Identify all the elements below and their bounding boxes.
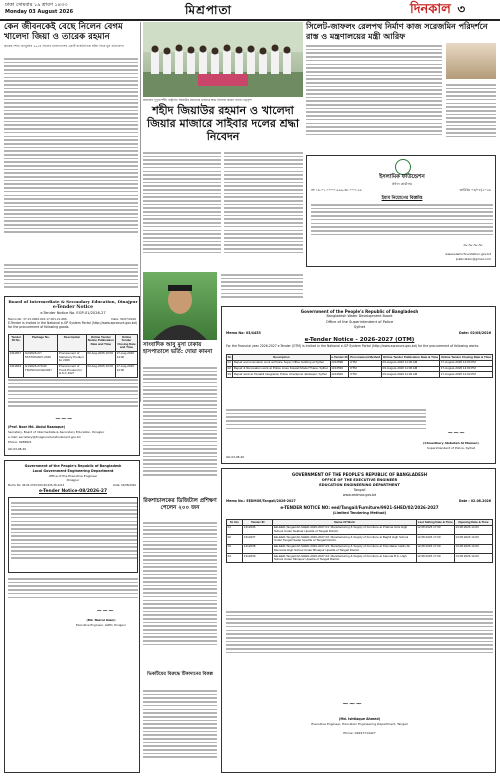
photo-caption: মঙ্গলবার দুপুরে শহীদ রাষ্ট্রপতি জিয়াউর রহমানের মাজারে শ্রদ্ধা নিবেদন করেন দলের নেতৃবৃন্দ	[143, 98, 252, 102]
lged-office: Office of the Executive Engineer	[48, 474, 98, 478]
lged-signatory: (Md. Nazrul Islam)	[86, 618, 116, 622]
sp-org: Bangladesh Water Development Board	[326, 314, 393, 318]
table-row	[227, 535, 493, 544]
obituary-headline: সাংবাদিক আবু মুসা ঢাকায় হাসপাতালে ভর্তি: দোয়া কামনা	[143, 342, 213, 355]
sp-city: Sylhet	[353, 325, 366, 329]
center-col-body-a	[143, 150, 221, 270]
eed-cell: EE-EED-Tangail-02-SHED-2026-2027-02: Manufacturing & Supply of Furniture at Baghil High School Under Tangail Sadar Upazila of Tangail District.	[273, 535, 416, 544]
board-th-publish: Online Tender Notice Publication Date and Time	[86, 335, 115, 352]
lged-district: Dinajpur	[66, 478, 80, 482]
board-th-close: Online Tender Closing Date and Time	[117, 334, 136, 350]
sp-table	[226, 354, 493, 378]
skills-body	[143, 520, 217, 670]
sp-cell: 03-August-2026 11:00 AM	[382, 360, 440, 366]
left-story-lede: কাকের দর্শন। জানুয়ারি ২০২৪ সালের বাংলাদেশের একটি রাজনৈতিক ঘটনা নিয়ে মূল প্রতিবেদন	[4, 44, 124, 48]
sp-cell: 17-August-2026 14:00 PM	[440, 366, 493, 372]
sp-cell: Repair & Renovation work at Police Lines Kotwali Model Thana, Sylhet	[233, 366, 331, 372]
sp-cell: OTM	[349, 366, 382, 372]
sp-cell: Repair work at Tamabil Integration Police Checkpost Jaintiapur, Sylhet	[233, 372, 331, 378]
masthead	[0, 0, 500, 20]
islamic-date: তারিখঃ ০৩/০৮/২০২৬	[459, 188, 491, 192]
notice-islamic-foundation	[306, 155, 496, 267]
eed-th-work: Name Of Work	[273, 520, 416, 526]
sp-cell: 1314599	[330, 366, 349, 372]
table-row	[227, 553, 493, 562]
sp-body	[226, 407, 426, 437]
eed-cell: 1312639	[243, 553, 273, 562]
eed-cell: 12.08.2026 17:00	[416, 535, 454, 544]
islamic-title: ইসলামিক ফাউন্ডেশন	[379, 174, 425, 180]
eed-cell: 1312636	[243, 525, 273, 534]
date-line-bn: ঢাকা সোমবার ১৯ শ্রাবণ ১৪৩৩	[5, 2, 68, 8]
obituary-body	[143, 365, 217, 495]
board-memo: Memo No: 37.15.0000.001.17.001.21.666	[8, 317, 67, 321]
islamic-body	[311, 202, 493, 242]
lged-table-lines	[11, 500, 137, 572]
sp-date: Date: 02/08/2026	[459, 331, 491, 335]
paper-name-logo	[410, 0, 465, 21]
table-row	[227, 544, 493, 553]
sp-cell: 1314598	[330, 360, 349, 366]
eed-cell: 13.08.2026 14:00	[454, 525, 492, 534]
islamic-subtitle: প্রধান কার্যালয়	[391, 182, 413, 186]
sp-signature-mark: ~~~	[447, 429, 465, 437]
portrait-icon	[143, 272, 217, 340]
skills-body-2	[143, 688, 217, 773]
board-cell: Procurement of Trunk Product for H.S.C 2027	[58, 364, 86, 377]
sp-title: e-Tender Notice - 2026-2027 (OTM)	[304, 337, 415, 343]
eed-cell: 12.08.2026 17:00	[416, 553, 454, 562]
sp-th-method: Procurement Method	[350, 354, 381, 359]
eed-cell: 1312637	[243, 535, 273, 544]
islamic-contact: publication@gmail.com	[455, 257, 491, 261]
section-title: মিশ্রপাতা	[185, 3, 232, 17]
table-row	[9, 351, 138, 364]
lged-org: Local Government Engineering Department	[32, 469, 114, 473]
eed-th-last: Last Selling Date & Time	[417, 519, 453, 524]
eed-cell: 12.08.2026 17:00	[416, 525, 454, 534]
eed-th-id: Tender ID	[243, 520, 273, 526]
islamic-signature: ~~~~	[462, 242, 483, 249]
islamic-website: www.islamicfoundation.gov.bd	[445, 252, 491, 256]
board-designation: Secretary, Board of Intermediate & Secondary Education, Dinajpur	[8, 430, 105, 434]
board-cell: 17-Aug-2026 14:00	[115, 351, 137, 364]
eed-cell: 13.08.2026 14:00	[454, 544, 492, 553]
eed-designation: Executive Engineer, Education Engineering Department, Tangail	[311, 722, 408, 726]
sp-th-id: e-Tender ID	[331, 354, 348, 359]
eed-cell: 1312638	[243, 544, 273, 553]
board-cell: 1311843	[9, 364, 24, 377]
eed-cell: EE-EED-Tangail-02-SHED-2026-2027-04: Manufacturing & Supply of Furniture at Kamuta B.K. High School Under Mirzapur Upazila of Tangail District.	[273, 553, 416, 562]
sp-cell: 1314600	[330, 372, 349, 378]
sp-memo: Memo No: 03/4453	[226, 331, 261, 335]
sp-cell: 03-August-2026 11:00 AM	[382, 372, 440, 378]
sp-cell: OTM	[349, 372, 382, 378]
board-ga-code: GD-03-08-26	[8, 447, 27, 451]
sp-ga-code: GD-03-08-26	[226, 455, 245, 459]
left-mid-body	[4, 262, 138, 294]
table-row	[227, 525, 493, 534]
board-body	[8, 377, 138, 415]
table-row	[9, 364, 138, 377]
sp-cell: 02	[227, 366, 231, 371]
board-th-package: Package No.	[24, 335, 58, 352]
eed-table	[226, 519, 493, 563]
skills-headline: রিকশাচালকের ডিজিটাল প্রশিক্ষণ পেলেন ২০০ জন	[143, 498, 217, 511]
minister-photo	[446, 43, 496, 79]
sp-th-desc: Description	[233, 355, 331, 361]
portrait-photo	[143, 272, 217, 340]
board-date: Date: 30/07/2026	[111, 317, 136, 321]
eed-body	[226, 609, 493, 669]
center-headline: শহীদ জিয়াউর রহমান ও খালেদা জিয়ার মাজারে সাইবার দলের শ্রদ্ধা নিবেদন	[146, 104, 300, 143]
eed-signature-mark: ~~~	[342, 699, 363, 708]
eed-memo: Memo No.: EEDMOE/Tangail/2026-2027	[226, 499, 296, 503]
left-story-headline: কেন জীবনকেই বেছে নিলেন বেগম খালেদা জিয়া ও তারেক রহমান	[4, 22, 123, 42]
board-title: e-Tender Notice	[52, 305, 94, 310]
sp-cell: 03-August-2026 11:00 AM	[382, 366, 440, 372]
sp-cell: Repair and renovation work at Police Super Office building at Sylhet	[233, 360, 331, 366]
board-table	[8, 334, 138, 378]
eed-website: www.eedmoe.gov.bd	[342, 493, 377, 497]
left-story-body	[4, 56, 138, 256]
board-cell: 17-Aug-2026 14:00	[115, 364, 137, 377]
page-number: ৩	[457, 2, 466, 16]
board-cell: 1311817	[9, 351, 24, 364]
eed-gov: GOVERNMENT OF THE PEOPLE'S REPUBLIC OF BANGLADESH	[291, 472, 428, 477]
board-cell: G2/2026-27/ STATIONARY-2026	[24, 351, 58, 364]
notice-eed-tangail	[221, 468, 496, 773]
date-line: Monday 03 August 2026	[5, 9, 74, 15]
eed-cell: 02	[227, 535, 243, 544]
table-row	[227, 372, 493, 378]
eed-cell: 12.08.2026 17:00	[416, 544, 454, 553]
sp-cell: 01	[227, 360, 231, 365]
board-cell: G1/2026-27/GD/ TRUNK/ACCE/2027	[24, 364, 58, 377]
board-org: Board of Intermediate & Secondary Education, Dinajpur	[8, 299, 138, 304]
lged-signature-mark: ~~~	[96, 607, 114, 615]
sp-cell: 17-August-2026 14:00 PM	[440, 360, 493, 366]
top-right-body	[306, 43, 442, 148]
eed-signatory: (Md. Ishtiaque Ahmed)	[338, 717, 381, 721]
board-cell: Procurement of Stationary Product for 2026	[58, 351, 86, 364]
board-phone: Phone: 0288821	[8, 440, 32, 444]
eed-th-open: Opening Date & Time	[454, 520, 492, 526]
masthead-rule	[0, 19, 500, 21]
skills-subhead: ভিকটিমের বিরুদ্ধে টিকাদানের বিকল্প	[147, 672, 213, 677]
eed-dept: EDUCATION ENGINEERING DEPARTMENT	[319, 483, 400, 487]
eed-cell: EE-EED-Tangail-02-SHED-2026-2027-03: Manufacturing & Supply of Furniture at Khondaker Halim Ali Memorial High School Under Bhuapur Upazila of Tangail District.	[273, 544, 416, 553]
sp-designation: Superintendent of Police, Sylhet	[426, 446, 476, 450]
board-th-id: Tender ID No.	[9, 335, 24, 352]
lged-memo: Memo No: 46.02.2700.000.99.045.26-2213	[8, 484, 65, 487]
sp-gov: Government of the People's Republic of Bangladesh	[300, 309, 419, 314]
middle-col-body	[221, 272, 303, 304]
board-signatory: (Prof. Noor Md. Abdul Razzaque)	[8, 425, 66, 429]
board-th-desc: Description	[58, 335, 86, 352]
board-cell: 03-Aug-2026 10:00	[86, 351, 115, 364]
eed-cell: 01	[227, 525, 243, 534]
column-rule-1	[140, 22, 141, 402]
board-email: e-mail: secretary@dinajpureducationboard.gov.bd	[8, 435, 81, 439]
lged-table-grid	[8, 497, 138, 573]
islamic-heading: ইমাম নিয়োগের বিজ্ঞপ্তি	[381, 196, 423, 201]
eed-method: (Limited Tendering Method)	[332, 511, 387, 515]
eed-title: e-TENDER NOTICE NO: eed/Tangail/Furniture/9921-SHED/02/2026-2027	[280, 505, 439, 510]
sp-cell: OTM	[349, 360, 382, 366]
board-intro: E-Tender is invited in the National e-GP System Portal (http://www.eprocure.gov.bd) for the procurement of following goods.	[8, 321, 137, 329]
eed-cell: 03	[227, 544, 243, 553]
notice-sp-sylhet	[221, 306, 496, 464]
sp-office: Office of the Superintendent of Police	[325, 320, 394, 324]
crowd-illustration	[143, 22, 303, 97]
left-story	[4, 22, 138, 260]
board-cell: 03-Aug-2026 10:00	[86, 364, 115, 377]
sp-th-pub: Online Tender Publication Date & Time	[383, 354, 439, 359]
board-table-header	[9, 335, 138, 352]
eed-district: Tangail	[353, 488, 366, 492]
lged-gov: Government of the People's Republic of Bangladesh	[24, 464, 122, 468]
lged-designation: Executive Engineer, LGED, Dinajpur	[75, 623, 127, 627]
news-photo-mazar	[143, 22, 303, 97]
top-right-headline: সিলেট-জাফলং রেলপথ নির্মাণ কাজ সরেজমিন পরিদর্শনে রাস্ত ও মন্ত্রণালয়ের মন্ত্রী আরিফ	[306, 22, 488, 41]
eed-cell: EE-EED-Tangail-02-SHED-2026-2027-01: Manufacturing & Supply of Furniture at Pratima Girls High School Under Delduar Upazila of Tangail District.	[273, 525, 416, 534]
eed-cell: 13.08.2026 14:00	[454, 535, 492, 544]
lged-date: Date: 02/08/2026	[113, 484, 136, 487]
eed-org: OFFICE OF THE EXECUTIVE ENGINEER	[321, 478, 398, 482]
top-right-body-2	[446, 82, 496, 148]
lged-title: e-Tender Notice-08/2026-27	[38, 489, 108, 494]
lged-body	[8, 576, 138, 606]
notice-lged-dinajpur	[4, 460, 140, 773]
center-headline-band	[143, 104, 303, 148]
eed-cell: 13.08.2026 14:00	[454, 553, 492, 562]
top-right-story	[306, 22, 496, 152]
board-notice-no: e-Tender Notice No. EGP-01/2026-27	[40, 311, 106, 315]
center-col-body-b	[224, 150, 303, 270]
notice-dinajpur-board	[4, 296, 140, 456]
eed-cell: 04	[227, 553, 243, 562]
paper-name: দিনকাল	[410, 2, 451, 17]
sp-cell: 17-August-2026 14:00 PM	[440, 372, 493, 378]
sp-intro: For the financial year 2026-2027 e-Tender (OTM) is invited in the National e-GP System Portal (http://www.eprocure.gov.bd) for the procurement of following works:	[226, 344, 480, 348]
board-signature-mark: ~~~	[55, 415, 73, 423]
sp-cell: 03	[227, 371, 231, 376]
sp-th-sl: SL	[227, 354, 232, 359]
sp-signatory: (Chowdhury Abdullah Al Mamun)	[423, 441, 479, 445]
islamic-emblem	[395, 159, 411, 175]
islamic-ref: নং ১৬.০১.০০০০.৯৯৯.৩৮.০০৭.২৬	[311, 188, 362, 192]
eed-th-sl: Sl. No.	[227, 520, 243, 526]
sp-th-close: Online Tender Closing Date & Time	[441, 354, 492, 359]
eed-date: Date : 02.08.2026	[458, 499, 491, 503]
eed-phone: Phone: 02997714427	[343, 731, 376, 735]
